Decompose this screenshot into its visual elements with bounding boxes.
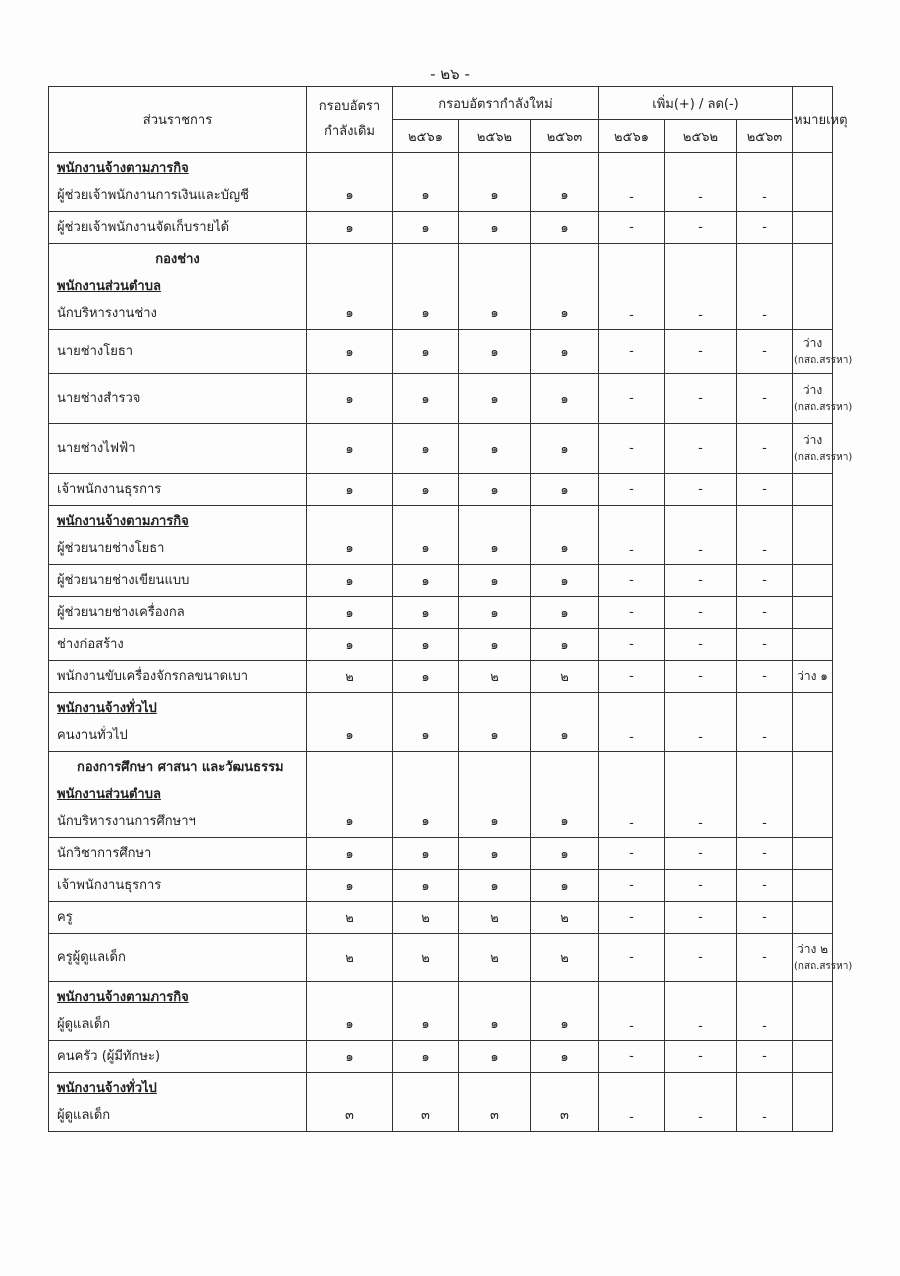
value-cell-y61: ๑ — [393, 661, 459, 693]
remark-cell — [793, 838, 833, 870]
value-cell-old: ๒ — [307, 661, 393, 693]
remark-cell — [793, 693, 833, 752]
value-cell-c62: - — [665, 244, 737, 330]
position-cell — [49, 870, 307, 902]
remark-cell — [793, 597, 833, 629]
value-cell-c61: - — [599, 934, 665, 982]
value-cell-c62: - — [665, 474, 737, 506]
value-cell-y63: ๑ — [531, 565, 599, 597]
value-cell-old: ๑ — [307, 629, 393, 661]
value-cell-c63: - — [737, 982, 793, 1041]
section-heading: พนักงานส่วนตำบล — [57, 279, 161, 294]
table-row — [49, 870, 833, 902]
value-cell-c63: - — [737, 838, 793, 870]
value-cell-y63: ๑ — [531, 474, 599, 506]
value-cell-c63: - — [737, 474, 793, 506]
value-cell-y63: ๑ — [531, 374, 599, 424]
position-name: เจ้าพนักงานธุรการ — [57, 482, 162, 497]
table-row — [49, 752, 833, 838]
value-cell-c61: - — [599, 661, 665, 693]
department-title: กองช่าง — [155, 252, 200, 267]
value-cell-y62: ๒ — [459, 902, 531, 934]
value-cell-old: ๑ — [307, 565, 393, 597]
value-cell-y63: ๒ — [531, 902, 599, 934]
table-row — [49, 661, 833, 693]
value-cell-y61: ๑ — [393, 374, 459, 424]
value-cell-c61: - — [599, 1073, 665, 1132]
position-cell — [49, 1041, 307, 1073]
header-old-framework: กรอบอัตรา กำลังเดิม — [307, 87, 393, 153]
table-row — [49, 1073, 833, 1132]
table-row — [49, 506, 833, 565]
value-cell-c62: - — [665, 330, 737, 374]
value-cell-y61: ๑ — [393, 838, 459, 870]
section-heading: พนักงานส่วนตำบล — [57, 787, 161, 802]
staffing-table — [48, 86, 853, 1132]
remark-cell — [793, 474, 833, 506]
value-cell-y61: ๓ — [393, 1073, 459, 1132]
remark-cell — [793, 1073, 833, 1132]
remark-text: ว่าง ๑ — [797, 668, 828, 683]
value-cell-y62: ๒ — [459, 661, 531, 693]
value-cell-c62: - — [665, 153, 737, 212]
value-cell-y63: ๒ — [531, 661, 599, 693]
section-heading: พนักงานจ้างตามภารกิจ — [57, 161, 189, 176]
value-cell-c61: - — [599, 374, 665, 424]
value-cell-y61: ๑ — [393, 752, 459, 838]
remark-cell — [793, 212, 833, 244]
remark-subtext: (กสถ.สรรหา) — [794, 355, 853, 367]
position-name: นายช่างโยธา — [57, 344, 134, 359]
value-cell-y61: ๑ — [393, 870, 459, 902]
table-row — [49, 934, 833, 982]
value-cell-c61: - — [599, 597, 665, 629]
value-cell-c61: - — [599, 212, 665, 244]
value-cell-c63: - — [737, 506, 793, 565]
value-cell-y62: ๑ — [459, 629, 531, 661]
position-name: ผู้ช่วยนายช่างโยธา — [57, 541, 165, 556]
remark-cell — [793, 934, 853, 982]
remark-cell — [793, 870, 833, 902]
value-cell-y63: ๑ — [531, 244, 599, 330]
value-cell-c61: - — [599, 870, 665, 902]
position-cell — [49, 506, 307, 565]
value-cell-y61: ๑ — [393, 424, 459, 474]
value-cell-c63: - — [737, 597, 793, 629]
header-remark: หมายเหตุ — [793, 87, 833, 153]
position-cell — [49, 153, 307, 212]
value-cell-y63: ๑ — [531, 752, 599, 838]
table-body — [49, 153, 853, 1132]
value-cell-c62: - — [665, 693, 737, 752]
value-cell-old: ๑ — [307, 212, 393, 244]
value-cell-c61: - — [599, 330, 665, 374]
table-header — [49, 87, 848, 153]
value-cell-c61: - — [599, 838, 665, 870]
position-cell — [49, 629, 307, 661]
table-row — [49, 244, 833, 330]
value-cell-y63: ๑ — [531, 153, 599, 212]
position-cell — [49, 424, 307, 474]
position-cell — [49, 982, 307, 1041]
value-cell-old: ๑ — [307, 506, 393, 565]
value-cell-y62: ๑ — [459, 374, 531, 424]
value-cell-c62: - — [665, 934, 737, 982]
value-cell-c63: - — [737, 565, 793, 597]
header-year: ๒๕๖๒ — [459, 120, 531, 153]
table-row — [49, 629, 833, 661]
value-cell-c63: - — [737, 244, 793, 330]
value-cell-c62: - — [665, 424, 737, 474]
position-cell — [49, 212, 307, 244]
value-cell-y61: ๑ — [393, 565, 459, 597]
value-cell-c63: - — [737, 212, 793, 244]
value-cell-c63: - — [737, 629, 793, 661]
remark-cell — [793, 982, 833, 1041]
header-year: ๒๕๖๓ — [737, 120, 793, 153]
position-cell — [49, 693, 307, 752]
remark-subtext: (กสถ.สรรหา) — [794, 961, 853, 973]
value-cell-y62: ๑ — [459, 870, 531, 902]
value-cell-c61: - — [599, 153, 665, 212]
value-cell-y61: ๒ — [393, 934, 459, 982]
value-cell-y62: ๑ — [459, 424, 531, 474]
value-cell-c63: - — [737, 934, 793, 982]
value-cell-c62: - — [665, 212, 737, 244]
position-name: ครูผู้ดูแลเด็ก — [57, 950, 126, 965]
section-heading: พนักงานจ้างตามภารกิจ — [57, 514, 189, 529]
value-cell-c63: - — [737, 870, 793, 902]
value-cell-c61: - — [599, 693, 665, 752]
position-name: ผู้ช่วยเจ้าพนักงานจัดเก็บรายได้ — [57, 220, 230, 235]
value-cell-y63: ๑ — [531, 597, 599, 629]
value-cell-c62: - — [665, 902, 737, 934]
value-cell-c61: - — [599, 1041, 665, 1073]
remark-cell — [793, 424, 853, 474]
value-cell-y61: ๑ — [393, 506, 459, 565]
position-cell — [49, 474, 307, 506]
value-cell-y63: ๑ — [531, 870, 599, 902]
section-heading: พนักงานจ้างทั่วไป — [57, 1081, 157, 1096]
table-row — [49, 424, 833, 474]
value-cell-c61: - — [599, 982, 665, 1041]
value-cell-y62: ๑ — [459, 752, 531, 838]
value-cell-y62: ๑ — [459, 693, 531, 752]
value-cell-c62: - — [665, 752, 737, 838]
value-cell-y63: ๑ — [531, 1041, 599, 1073]
table-row — [49, 330, 833, 374]
position-name: เจ้าพนักงานธุรการ — [57, 878, 162, 893]
value-cell-c62: - — [665, 1041, 737, 1073]
value-cell-c63: - — [737, 902, 793, 934]
table-row — [49, 374, 833, 424]
value-cell-c63: - — [737, 661, 793, 693]
value-cell-c62: - — [665, 506, 737, 565]
value-cell-old: ๒ — [307, 902, 393, 934]
value-cell-c61: - — [599, 244, 665, 330]
section-heading: พนักงานจ้างทั่วไป — [57, 701, 157, 716]
value-cell-y63: ๒ — [531, 934, 599, 982]
header-change: เพิ่ม(+) / ลด(-) — [599, 87, 793, 120]
value-cell-c62: - — [665, 870, 737, 902]
position-cell — [49, 1073, 307, 1132]
position-cell — [49, 934, 307, 982]
value-cell-y61: ๑ — [393, 629, 459, 661]
value-cell-c63: - — [737, 424, 793, 474]
value-cell-y61: ๑ — [393, 212, 459, 244]
position-name: นักบริหารงานช่าง — [57, 306, 157, 321]
value-cell-old: ๑ — [307, 693, 393, 752]
value-cell-y61: ๒ — [393, 902, 459, 934]
value-cell-old: ๑ — [307, 244, 393, 330]
table-row — [49, 1041, 833, 1073]
value-cell-old: ๑ — [307, 330, 393, 374]
value-cell-c63: - — [737, 752, 793, 838]
header-year: ๒๕๖๑ — [599, 120, 665, 153]
value-cell-y61: ๑ — [393, 153, 459, 212]
header-new-framework: กรอบอัตรากำลังใหม่ — [393, 87, 599, 120]
remark-text: ว่าง — [802, 382, 823, 397]
position-cell — [49, 565, 307, 597]
remark-cell — [793, 565, 833, 597]
position-name: ผู้ช่วยนายช่างเขียนแบบ — [57, 573, 190, 588]
remark-cell — [793, 330, 853, 374]
table-row — [49, 902, 833, 934]
position-name: คนครัว (ผู้มีทักษะ) — [57, 1049, 161, 1064]
remark-cell — [793, 244, 833, 330]
header-year: ๒๕๖๒ — [665, 120, 737, 153]
table-row — [49, 693, 833, 752]
value-cell-c62: - — [665, 838, 737, 870]
position-cell — [49, 374, 307, 424]
value-cell-c61: - — [599, 902, 665, 934]
value-cell-c62: - — [665, 982, 737, 1041]
value-cell-y62: ๑ — [459, 506, 531, 565]
page-number: - ๒๖ - — [430, 65, 470, 83]
value-cell-c62: - — [665, 629, 737, 661]
value-cell-y62: ๑ — [459, 982, 531, 1041]
value-cell-c63: - — [737, 1073, 793, 1132]
table-row — [49, 597, 833, 629]
value-cell-y63: ๑ — [531, 212, 599, 244]
table-row — [49, 565, 833, 597]
position-name: ผู้ดูแลเด็ก — [57, 1017, 111, 1032]
position-name: พนักงานขับเครื่องจักรกลขนาดเบา — [57, 669, 249, 684]
position-name: นายช่างไฟฟ้า — [57, 441, 136, 456]
value-cell-y62: ๑ — [459, 474, 531, 506]
remark-text: ว่าง — [802, 432, 823, 447]
position-name: ครู — [57, 910, 73, 925]
value-cell-y61: ๑ — [393, 597, 459, 629]
value-cell-old: ๑ — [307, 153, 393, 212]
value-cell-y63: ๑ — [531, 506, 599, 565]
value-cell-c62: - — [665, 661, 737, 693]
remark-cell — [793, 506, 833, 565]
value-cell-c62: - — [665, 374, 737, 424]
value-cell-y63: ๑ — [531, 838, 599, 870]
remark-subtext: (กสถ.สรรหา) — [794, 452, 853, 464]
value-cell-y62: ๑ — [459, 330, 531, 374]
value-cell-y61: ๑ — [393, 244, 459, 330]
value-cell-y62: ๑ — [459, 565, 531, 597]
value-cell-y63: ๑ — [531, 629, 599, 661]
header-year: ๒๕๖๑ — [393, 120, 459, 153]
value-cell-old: ๑ — [307, 424, 393, 474]
remark-cell — [793, 153, 833, 212]
value-cell-y63: ๑ — [531, 982, 599, 1041]
table-row — [49, 153, 833, 212]
value-cell-c63: - — [737, 1041, 793, 1073]
position-name: ช่างก่อสร้าง — [57, 637, 124, 652]
value-cell-y62: ๑ — [459, 1041, 531, 1073]
department-title: กองการศึกษา ศาสนา และวัฒนธรรม — [77, 760, 284, 775]
value-cell-c62: - — [665, 597, 737, 629]
remark-text: ว่าง — [802, 335, 823, 350]
position-cell — [49, 597, 307, 629]
value-cell-y61: ๑ — [393, 982, 459, 1041]
remark-subtext: (กสถ.สรรหา) — [794, 402, 853, 414]
value-cell-y63: ๑ — [531, 330, 599, 374]
value-cell-y61: ๑ — [393, 693, 459, 752]
value-cell-y62: ๑ — [459, 212, 531, 244]
value-cell-y62: ๑ — [459, 153, 531, 212]
remark-cell — [793, 1041, 833, 1073]
position-name: นักบริหารงานการศึกษาฯ — [57, 814, 196, 829]
value-cell-c63: - — [737, 693, 793, 752]
value-cell-old: ๑ — [307, 838, 393, 870]
value-cell-c61: - — [599, 424, 665, 474]
value-cell-y61: ๑ — [393, 330, 459, 374]
value-cell-c62: - — [665, 565, 737, 597]
value-cell-c63: - — [737, 153, 793, 212]
table-row — [49, 212, 833, 244]
value-cell-y62: ๑ — [459, 244, 531, 330]
remark-cell — [793, 902, 833, 934]
value-cell-old: ๑ — [307, 374, 393, 424]
value-cell-old: ๑ — [307, 982, 393, 1041]
value-cell-y63: ๑ — [531, 424, 599, 474]
remark-text: ว่าง ๒ — [797, 941, 829, 956]
value-cell-c62: - — [665, 1073, 737, 1132]
value-cell-y61: ๑ — [393, 474, 459, 506]
value-cell-c61: - — [599, 474, 665, 506]
remark-cell — [793, 374, 853, 424]
table-row — [49, 982, 833, 1041]
value-cell-c61: - — [599, 629, 665, 661]
value-cell-y62: ๓ — [459, 1073, 531, 1132]
remark-cell — [793, 629, 833, 661]
value-cell-old: ๑ — [307, 870, 393, 902]
value-cell-y62: ๑ — [459, 597, 531, 629]
value-cell-old: ๑ — [307, 474, 393, 506]
position-name: ผู้ช่วยเจ้าพนักงานการเงินและบัญชี — [57, 188, 249, 203]
position-name: นักวิชาการศึกษา — [57, 846, 152, 861]
value-cell-y61: ๑ — [393, 1041, 459, 1073]
position-cell — [49, 661, 307, 693]
value-cell-old: ๑ — [307, 1041, 393, 1073]
position-cell — [49, 902, 307, 934]
position-cell — [49, 244, 307, 330]
value-cell-old: ๓ — [307, 1073, 393, 1132]
value-cell-y63: ๑ — [531, 693, 599, 752]
value-cell-c61: - — [599, 752, 665, 838]
section-heading: พนักงานจ้างตามภารกิจ — [57, 990, 189, 1005]
position-name: ผู้ช่วยนายช่างเครื่องกล — [57, 605, 185, 620]
value-cell-old: ๑ — [307, 752, 393, 838]
value-cell-c63: - — [737, 374, 793, 424]
value-cell-c61: - — [599, 565, 665, 597]
position-name: นายช่างสำรวจ — [57, 391, 141, 406]
remark-cell — [793, 661, 833, 693]
value-cell-y62: ๑ — [459, 838, 531, 870]
table-row — [49, 474, 833, 506]
header-year: ๒๕๖๓ — [531, 120, 599, 153]
value-cell-y63: ๓ — [531, 1073, 599, 1132]
position-cell — [49, 838, 307, 870]
position-name: ผู้ดูแลเด็ก — [57, 1108, 111, 1123]
position-cell — [49, 330, 307, 374]
value-cell-c63: - — [737, 330, 793, 374]
position-name: คนงานทั่วไป — [57, 728, 128, 743]
value-cell-old: ๑ — [307, 597, 393, 629]
value-cell-y62: ๒ — [459, 934, 531, 982]
position-cell — [49, 752, 307, 838]
value-cell-old: ๒ — [307, 934, 393, 982]
remark-cell — [793, 752, 833, 838]
table-row — [49, 838, 833, 870]
value-cell-c61: - — [599, 506, 665, 565]
header-unit: ส่วนราชการ — [49, 87, 307, 153]
